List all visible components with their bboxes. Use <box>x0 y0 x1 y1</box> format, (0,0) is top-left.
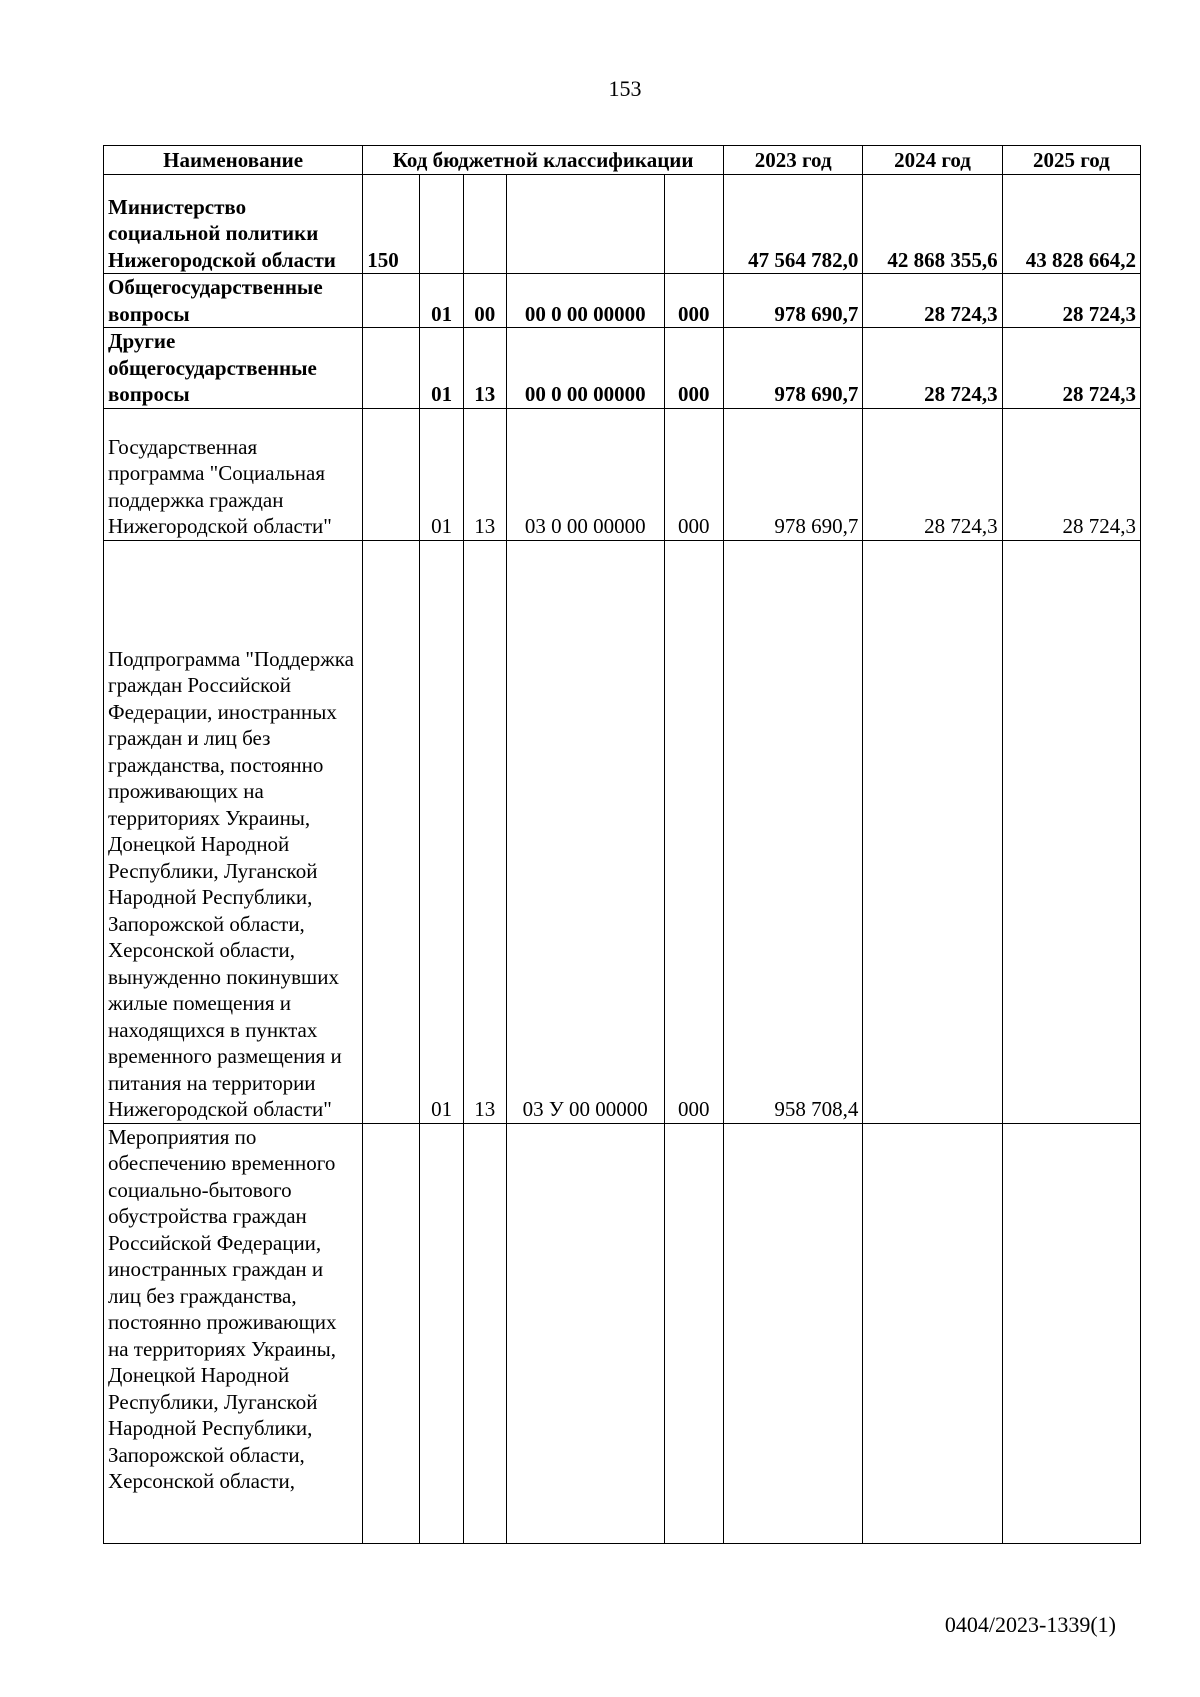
row-gr <box>363 328 420 409</box>
row-2023: 47 564 782,0 <box>724 175 863 274</box>
row-csr: 00 0 00 00000 <box>506 274 664 328</box>
row-name: Министерство социальной политики Нижегородской области <box>104 175 363 274</box>
row-csr <box>506 1123 664 1543</box>
row-2023 <box>724 1123 863 1543</box>
document-code: 0404/2023-1339(1) <box>944 1612 1116 1637</box>
row-pr <box>463 175 506 274</box>
row-csr <box>506 175 664 274</box>
row-vr: 000 <box>664 328 723 409</box>
row-name: Государственная программа "Социальная поддержка граждан Нижегородской области" <box>104 408 363 540</box>
row-vr: 000 <box>664 408 723 540</box>
row-name: Общегосударственные вопросы <box>104 274 363 328</box>
header-2023: 2023 год <box>724 146 863 175</box>
row-gr <box>363 540 420 1123</box>
row-rz: 01 <box>420 328 463 409</box>
row-name: Подпрограмма "Поддержка граждан Российской Федерации, иностранных граждан и лиц без гражданства, постоянно проживающих на территориях Украины, Донецкой Народной Республики, Луганской Народной Республики, Запорожской области, Херсонской области, вынужденно покинувших жилые помещения и находящихся в пунктах временного размещения и питания на территории Нижегородской области" <box>104 540 363 1123</box>
row-2023: 978 690,7 <box>724 408 863 540</box>
row-vr: 000 <box>664 540 723 1123</box>
row-vr <box>664 175 723 274</box>
row-2023: 978 690,7 <box>724 274 863 328</box>
row-gr <box>363 1123 420 1543</box>
header-2025: 2025 год <box>1002 146 1140 175</box>
row-pr: 00 <box>463 274 506 328</box>
row-2025: 43 828 664,2 <box>1002 175 1140 274</box>
row-2024: 42 868 355,6 <box>863 175 1002 274</box>
row-pr: 13 <box>463 408 506 540</box>
table-row <box>104 175 1141 274</box>
row-2025 <box>1002 1123 1140 1543</box>
row-gr <box>363 274 420 328</box>
row-2024 <box>863 1123 1002 1543</box>
row-pr: 13 <box>463 328 506 409</box>
page-number: 153 <box>608 76 642 101</box>
row-2023: 978 690,7 <box>724 328 863 409</box>
table-row <box>104 1123 1141 1543</box>
row-gr <box>363 408 420 540</box>
row-2025 <box>1002 540 1140 1123</box>
row-2024 <box>863 540 1002 1123</box>
row-2025: 28 724,3 <box>1002 328 1140 409</box>
row-csr: 03 У 00 00000 <box>506 540 664 1123</box>
row-rz: 01 <box>420 408 463 540</box>
row-2024: 28 724,3 <box>863 408 1002 540</box>
row-rz <box>420 1123 463 1543</box>
row-pr <box>463 1123 506 1543</box>
table-row <box>104 328 1141 409</box>
header-name: Наименование <box>104 146 363 175</box>
row-2025: 28 724,3 <box>1002 274 1140 328</box>
budget-table <box>103 145 1141 1544</box>
row-2024: 28 724,3 <box>863 328 1002 409</box>
row-rz <box>420 175 463 274</box>
row-2023: 958 708,4 <box>724 540 863 1123</box>
table-row <box>104 274 1141 328</box>
row-vr: 000 <box>664 274 723 328</box>
row-vr <box>664 1123 723 1543</box>
row-2024: 28 724,3 <box>863 274 1002 328</box>
row-csr: 00 0 00 00000 <box>506 328 664 409</box>
row-name: Мероприятия по обеспечению временного социально-бытового обустройства граждан Российской Федерации, иностранных граждан и лиц без гражданства, постоянно проживающих на территориях Украины, Донецкой Народной Республики, Луганской Народной Республики, Запорожской области, Херсонской области, <box>104 1123 363 1543</box>
table-row <box>104 540 1141 1123</box>
row-rz: 01 <box>420 274 463 328</box>
table-row <box>104 408 1141 540</box>
table-header-row <box>104 146 1141 175</box>
row-pr: 13 <box>463 540 506 1123</box>
row-csr: 03 0 00 00000 <box>506 408 664 540</box>
row-gr: 150 <box>363 175 420 274</box>
row-rz: 01 <box>420 540 463 1123</box>
header-code: Код бюджетной классификации <box>363 146 724 175</box>
row-2025: 28 724,3 <box>1002 408 1140 540</box>
row-name: Другие общегосударственные вопросы <box>104 328 363 409</box>
header-2024: 2024 год <box>863 146 1002 175</box>
